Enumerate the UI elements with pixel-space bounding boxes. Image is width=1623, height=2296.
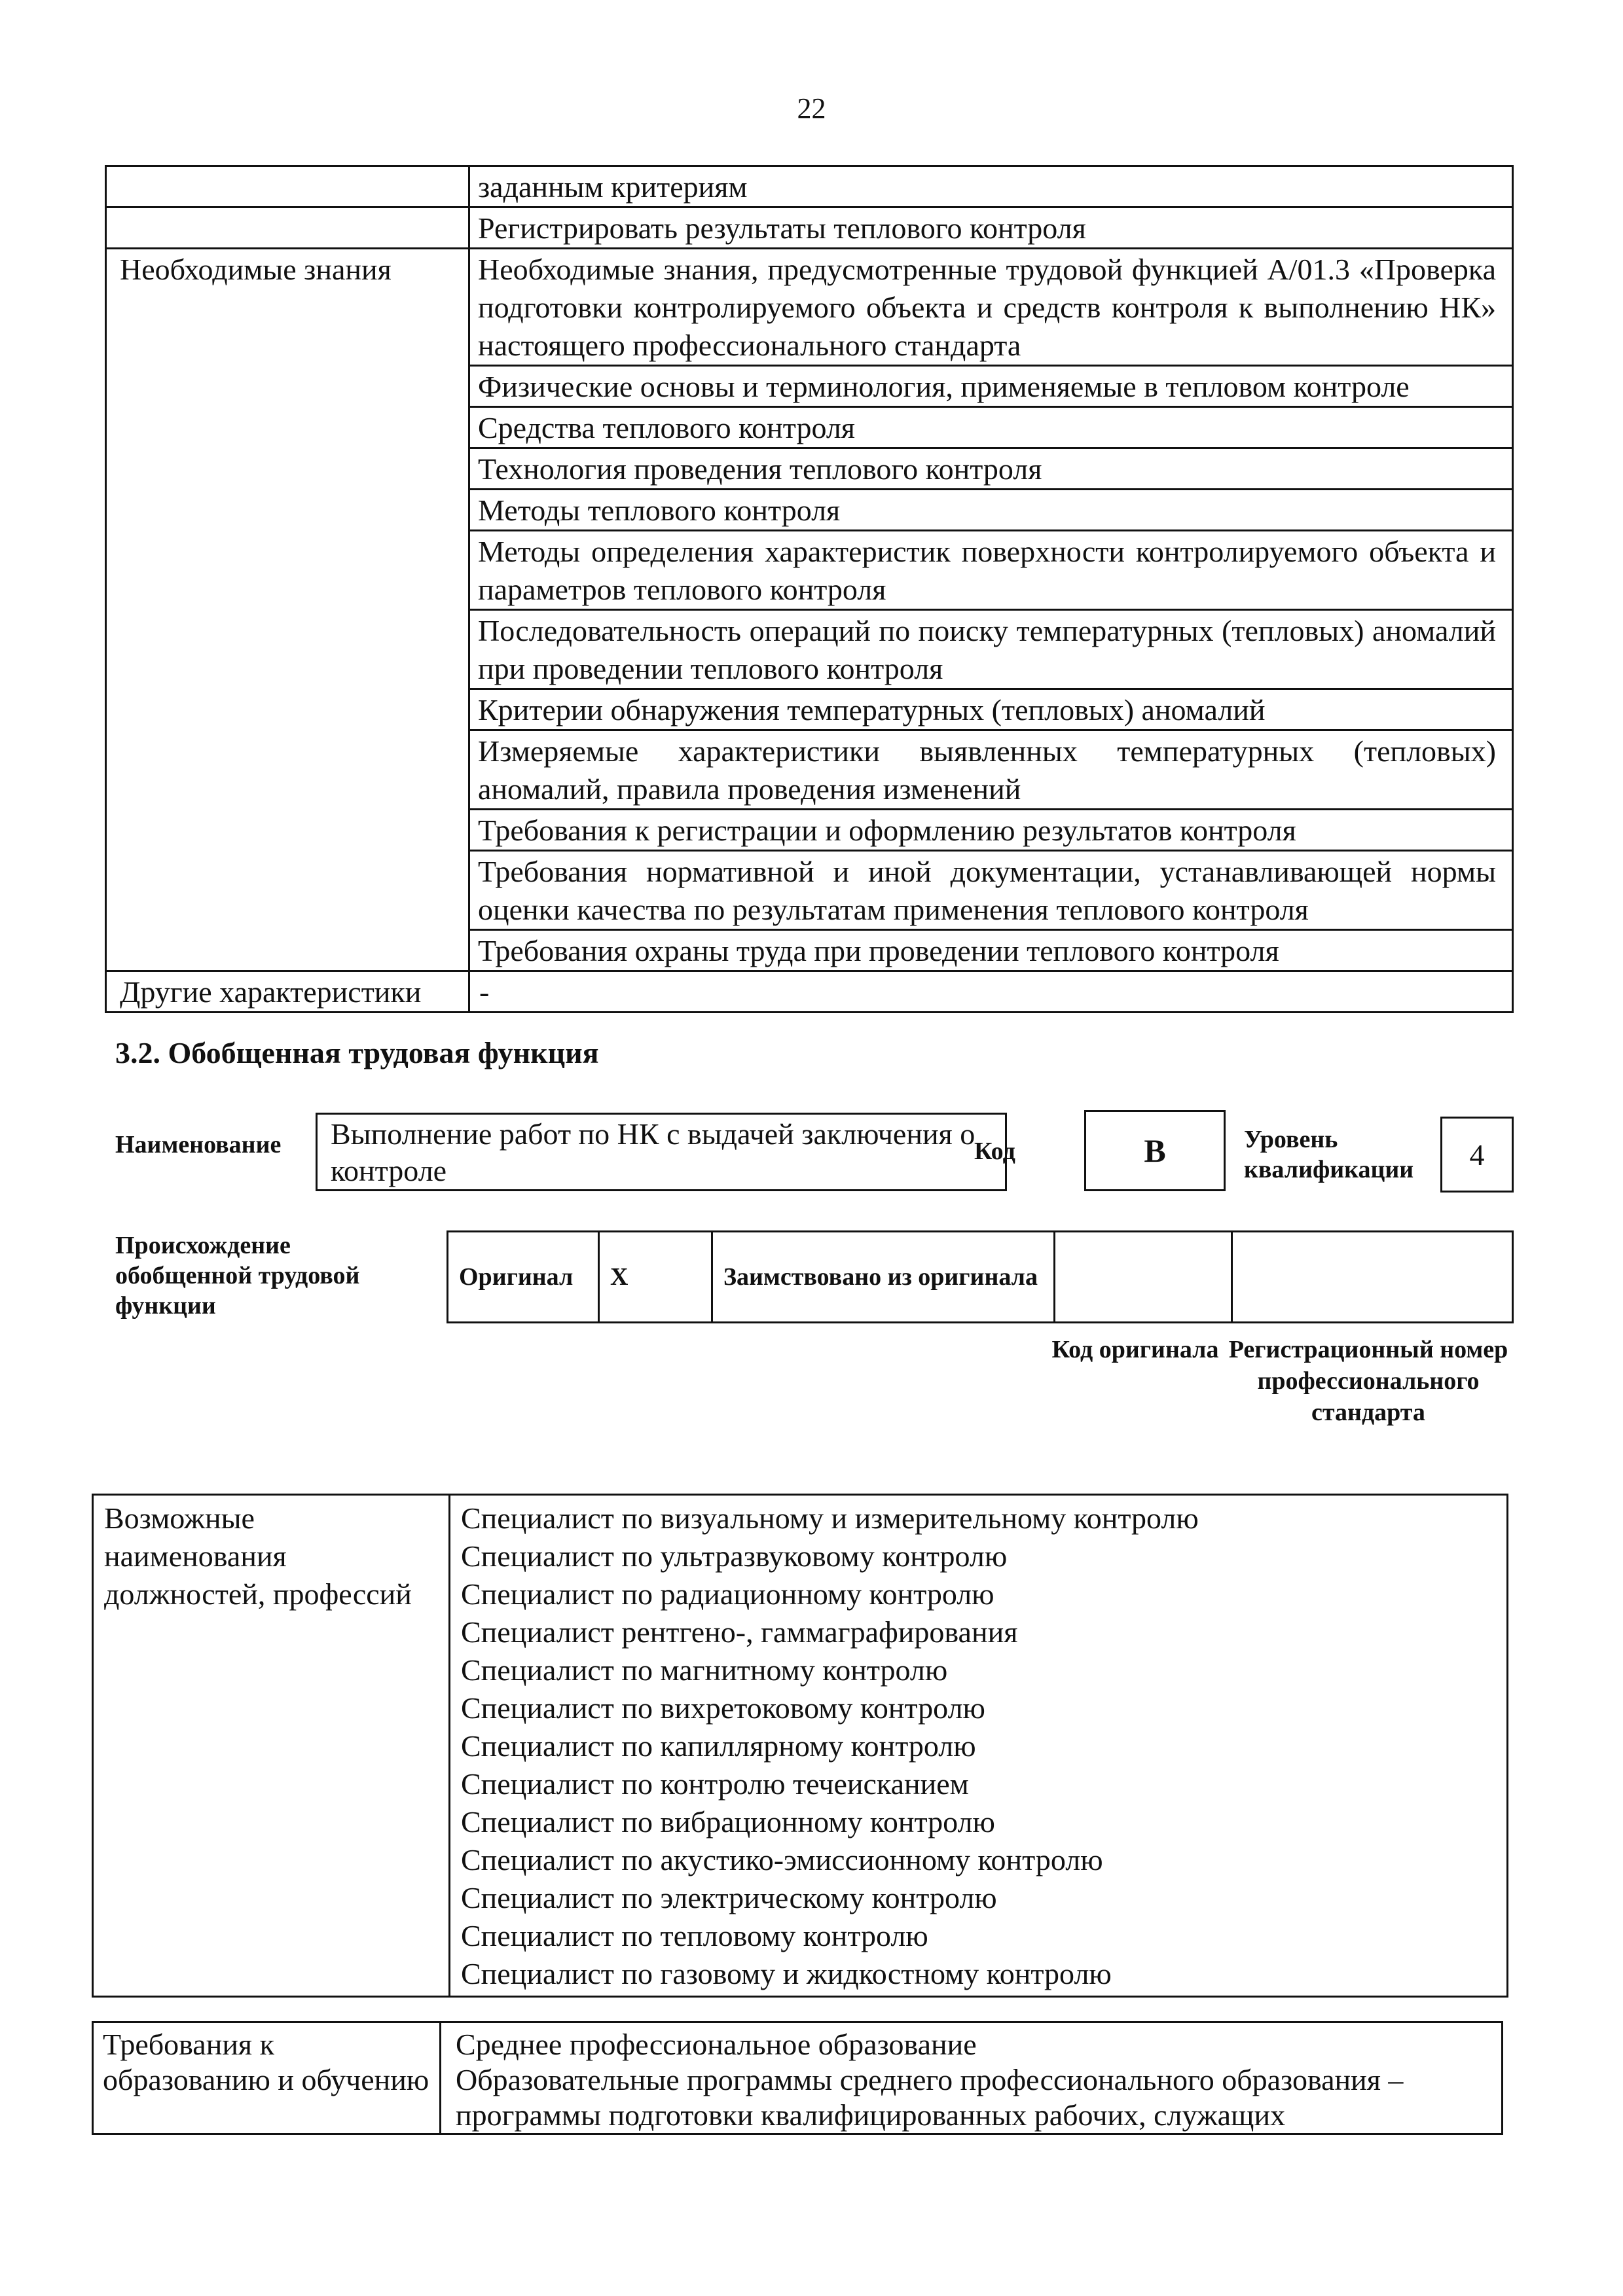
origin-original-label: Оригинал	[448, 1232, 599, 1323]
section-heading: 3.2. Обобщенная трудовая функция	[115, 1036, 599, 1069]
knowledge-item: Требования нормативной и иной документации, устанавливающей нормы оценки качества по результатам применения теплового контроля	[469, 851, 1513, 930]
knowledge-item: Требования к регистрации и оформлению результатов контроля	[469, 810, 1513, 851]
list-item: Специалист по электрическому контролю	[461, 1881, 997, 1914]
education-table	[92, 2021, 1503, 2135]
list-item: Специалист по акустико-эмиссионному контролю	[461, 1843, 1103, 1876]
knowledge-item: Необходимые знания, предусмотренные трудовой функцией А/01.3 «Проверка подготовки контролируемого объекта и средств контроля к выполнению НК» настоящего профессионального стандарта	[469, 249, 1513, 366]
knowledge-item: Методы теплового контроля	[469, 490, 1513, 531]
other-characteristics-label: Другие характеристики	[106, 971, 469, 1013]
level-value-box: 4	[1440, 1117, 1514, 1193]
table-row	[93, 1495, 1508, 1997]
list-item: Специалист по магнитному контролю	[461, 1653, 948, 1687]
list-item: Специалист по вибрационному контролю	[461, 1805, 995, 1839]
knowledge-item: Средства теплового контроля	[469, 407, 1513, 448]
page-number: 22	[797, 92, 826, 124]
list-item: Специалист по газовому и жидкостному контролю	[461, 1957, 1112, 1990]
education-values	[441, 2022, 1503, 2134]
list-item: Специалист рентгено-, гаммаграфирования	[461, 1615, 1018, 1649]
list-item: Специалист по визуальному и измерительному контролю	[461, 1501, 1199, 1535]
list-item: Среднее профессиональное образование	[456, 2028, 977, 2061]
origin-borrowed-label: Заимствовано из оригинала	[712, 1232, 1055, 1323]
origin-reg-cell	[1232, 1232, 1513, 1323]
level-label: Уровень квалификации	[1244, 1126, 1414, 1183]
list-item: Образовательные программы среднего профессионального образования – программы подготовки квалифицированных рабочих, служащих	[456, 2063, 1404, 2132]
other-characteristics-value: -	[469, 971, 1513, 1013]
origin-table	[447, 1230, 1514, 1323]
origin-original-mark: X	[599, 1232, 712, 1323]
knowledge-label: Необходимые знания	[106, 249, 469, 971]
table-row	[106, 207, 1513, 249]
table-cell: заданным критериям	[469, 166, 1513, 207]
table-row	[93, 2022, 1503, 2134]
list-item: Специалист по капиллярному контролю	[461, 1729, 976, 1763]
origin-code-cell	[1055, 1232, 1232, 1323]
code-value-box: В	[1084, 1110, 1226, 1191]
table-row	[106, 971, 1513, 1013]
knowledge-item: Последовательность операций по поиску температурных (тепловых) аномалий при проведении теплового контроля	[469, 610, 1513, 689]
knowledge-table	[105, 165, 1514, 1013]
name-value-box: Выполнение работ по НК с выдачей заключения о контроле	[316, 1113, 1007, 1191]
origin-reg-caption: Регистрационный номер профессионального стандарта	[1228, 1336, 1508, 1426]
positions-list	[450, 1495, 1508, 1997]
list-item: Специалист по контролю течеисканием	[461, 1767, 969, 1801]
knowledge-item: Физические основы и терминология, применяемые в тепловом контроле	[469, 366, 1513, 407]
empty-label-cell	[106, 207, 469, 249]
table-row	[106, 249, 1513, 366]
list-item: Специалист по вихретоковому контролю	[461, 1691, 985, 1725]
origin-label: Происхождение обобщенной трудовой функции	[115, 1232, 360, 1319]
knowledge-item: Требования охраны труда при проведении теплового контроля	[469, 930, 1513, 971]
name-label: Наименование	[115, 1131, 282, 1158]
positions-label: Возможные наименования должностей, профессий	[93, 1495, 450, 1997]
list-item: Специалист по тепловому контролю	[461, 1919, 928, 1952]
knowledge-item: Технология проведения теплового контроля	[469, 448, 1513, 490]
list-item: Специалист по ультразвуковому контролю	[461, 1539, 1008, 1573]
empty-label-cell	[106, 166, 469, 207]
knowledge-item: Измеряемые характеристики выявленных температурных (тепловых) аномалий, правила проведения изменений	[469, 730, 1513, 810]
list-item: Специалист по радиационному контролю	[461, 1577, 994, 1611]
table-cell: Регистрировать результаты теплового контроля	[469, 207, 1513, 249]
knowledge-item: Методы определения характеристик поверхности контролируемого объекта и параметров теплового контроля	[469, 531, 1513, 610]
education-label: Требования к образованию и обучению	[93, 2022, 441, 2134]
table-row	[106, 166, 1513, 207]
table-row	[448, 1232, 1513, 1323]
knowledge-item: Критерии обнаружения температурных (тепловых) аномалий	[469, 689, 1513, 730]
positions-table	[92, 1494, 1508, 1998]
code-label: Код	[974, 1138, 1015, 1165]
origin-code-caption: Код оригинала	[1051, 1336, 1219, 1363]
